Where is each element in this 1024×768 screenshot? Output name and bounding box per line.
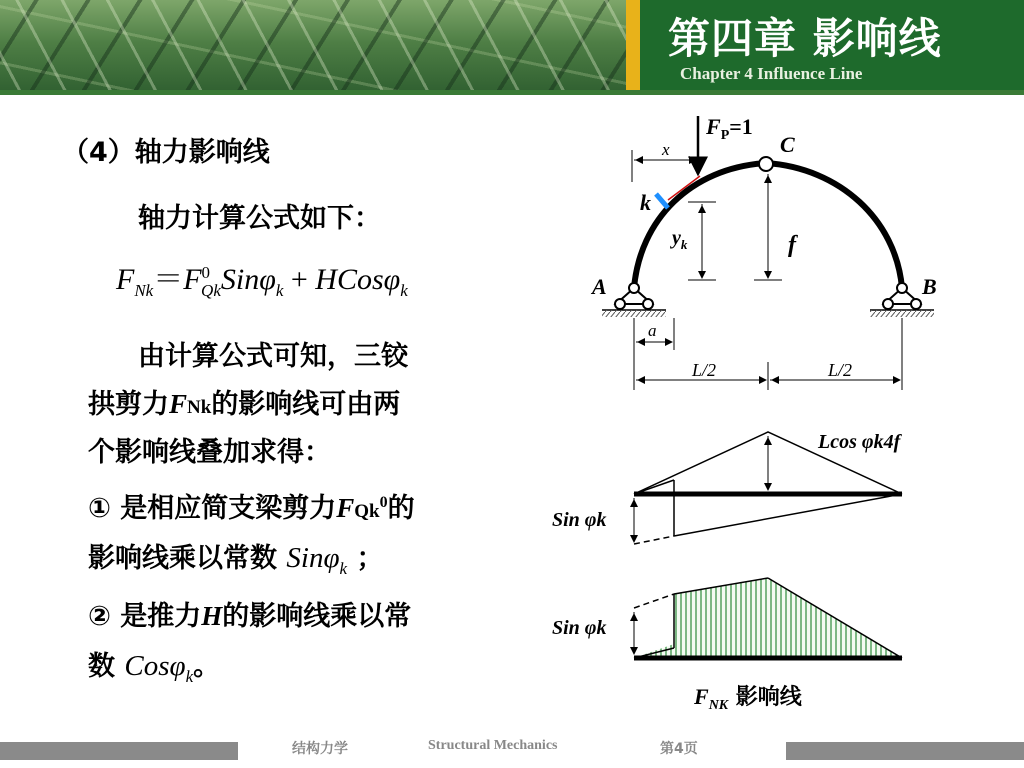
section-heading: （4）轴力影响线	[62, 137, 270, 168]
footer-bar-left	[0, 742, 238, 760]
list-item-2-line-2: 数 Cosφ$_k$。	[88, 650, 221, 686]
axial-force-formula: $F_{Nk}=F^0_{Qk}Sin\varphi_k$ + HCosφ$_k$	[116, 263, 408, 300]
svg-text:C: C	[780, 132, 795, 157]
list-item-2-line-1: ② 是推力H的影响线乘以常	[88, 601, 412, 632]
footer-bar-right	[786, 742, 1024, 760]
svg-text:f: f	[788, 232, 796, 258]
footer-page-number: 第4页	[660, 741, 698, 757]
svg-text:Sin φk: Sin φk	[552, 617, 607, 639]
paragraph-line-1: 由计算公式可知，三铰	[138, 341, 408, 372]
svg-text:yk: $y_k$	[672, 227, 688, 252]
influence-line-h	[634, 578, 902, 658]
footer-course-cn: 结构力学	[292, 741, 348, 757]
svg-text:a: a	[648, 321, 657, 340]
x-label: x	[662, 140, 670, 159]
svg-text:B: B	[922, 274, 937, 299]
arch-left	[634, 163, 766, 288]
svg-text:L/2: L/2	[828, 360, 853, 380]
footer-course-en: Structural Mechanics	[428, 738, 558, 753]
crown-hinge	[759, 157, 773, 171]
list-item-1-line-2: 影响线乘以常数 Sinφ$_k$ ；	[88, 542, 384, 578]
list-item-1-line-1: ① 是相应简支梁剪力FQk$^0$的	[88, 493, 415, 524]
paragraph-line-3: 个影响线叠加求得：	[88, 437, 331, 468]
svg-text:L/2: L/2	[692, 360, 717, 380]
svg-text:Lcos φk4f: Lcos φk4f	[818, 431, 901, 453]
formula-intro: 轴力计算公式如下：	[138, 203, 381, 234]
k-label: k	[640, 190, 651, 215]
svg-text:A: A	[592, 274, 607, 299]
figure-caption: $F_{NK}$ 影响线	[694, 684, 802, 713]
arch-right	[766, 163, 902, 288]
paragraph-line-2: 拱剪力FNk的影响线可由两	[88, 389, 401, 420]
load-label: $F_P=1$	[706, 114, 753, 143]
svg-text:Sin φk: Sin φk	[552, 509, 607, 531]
chapter-title: 第四章 影响线	[668, 14, 942, 63]
support-a	[602, 283, 666, 317]
chapter-subtitle: Chapter 4 Influence Line	[680, 64, 863, 83]
